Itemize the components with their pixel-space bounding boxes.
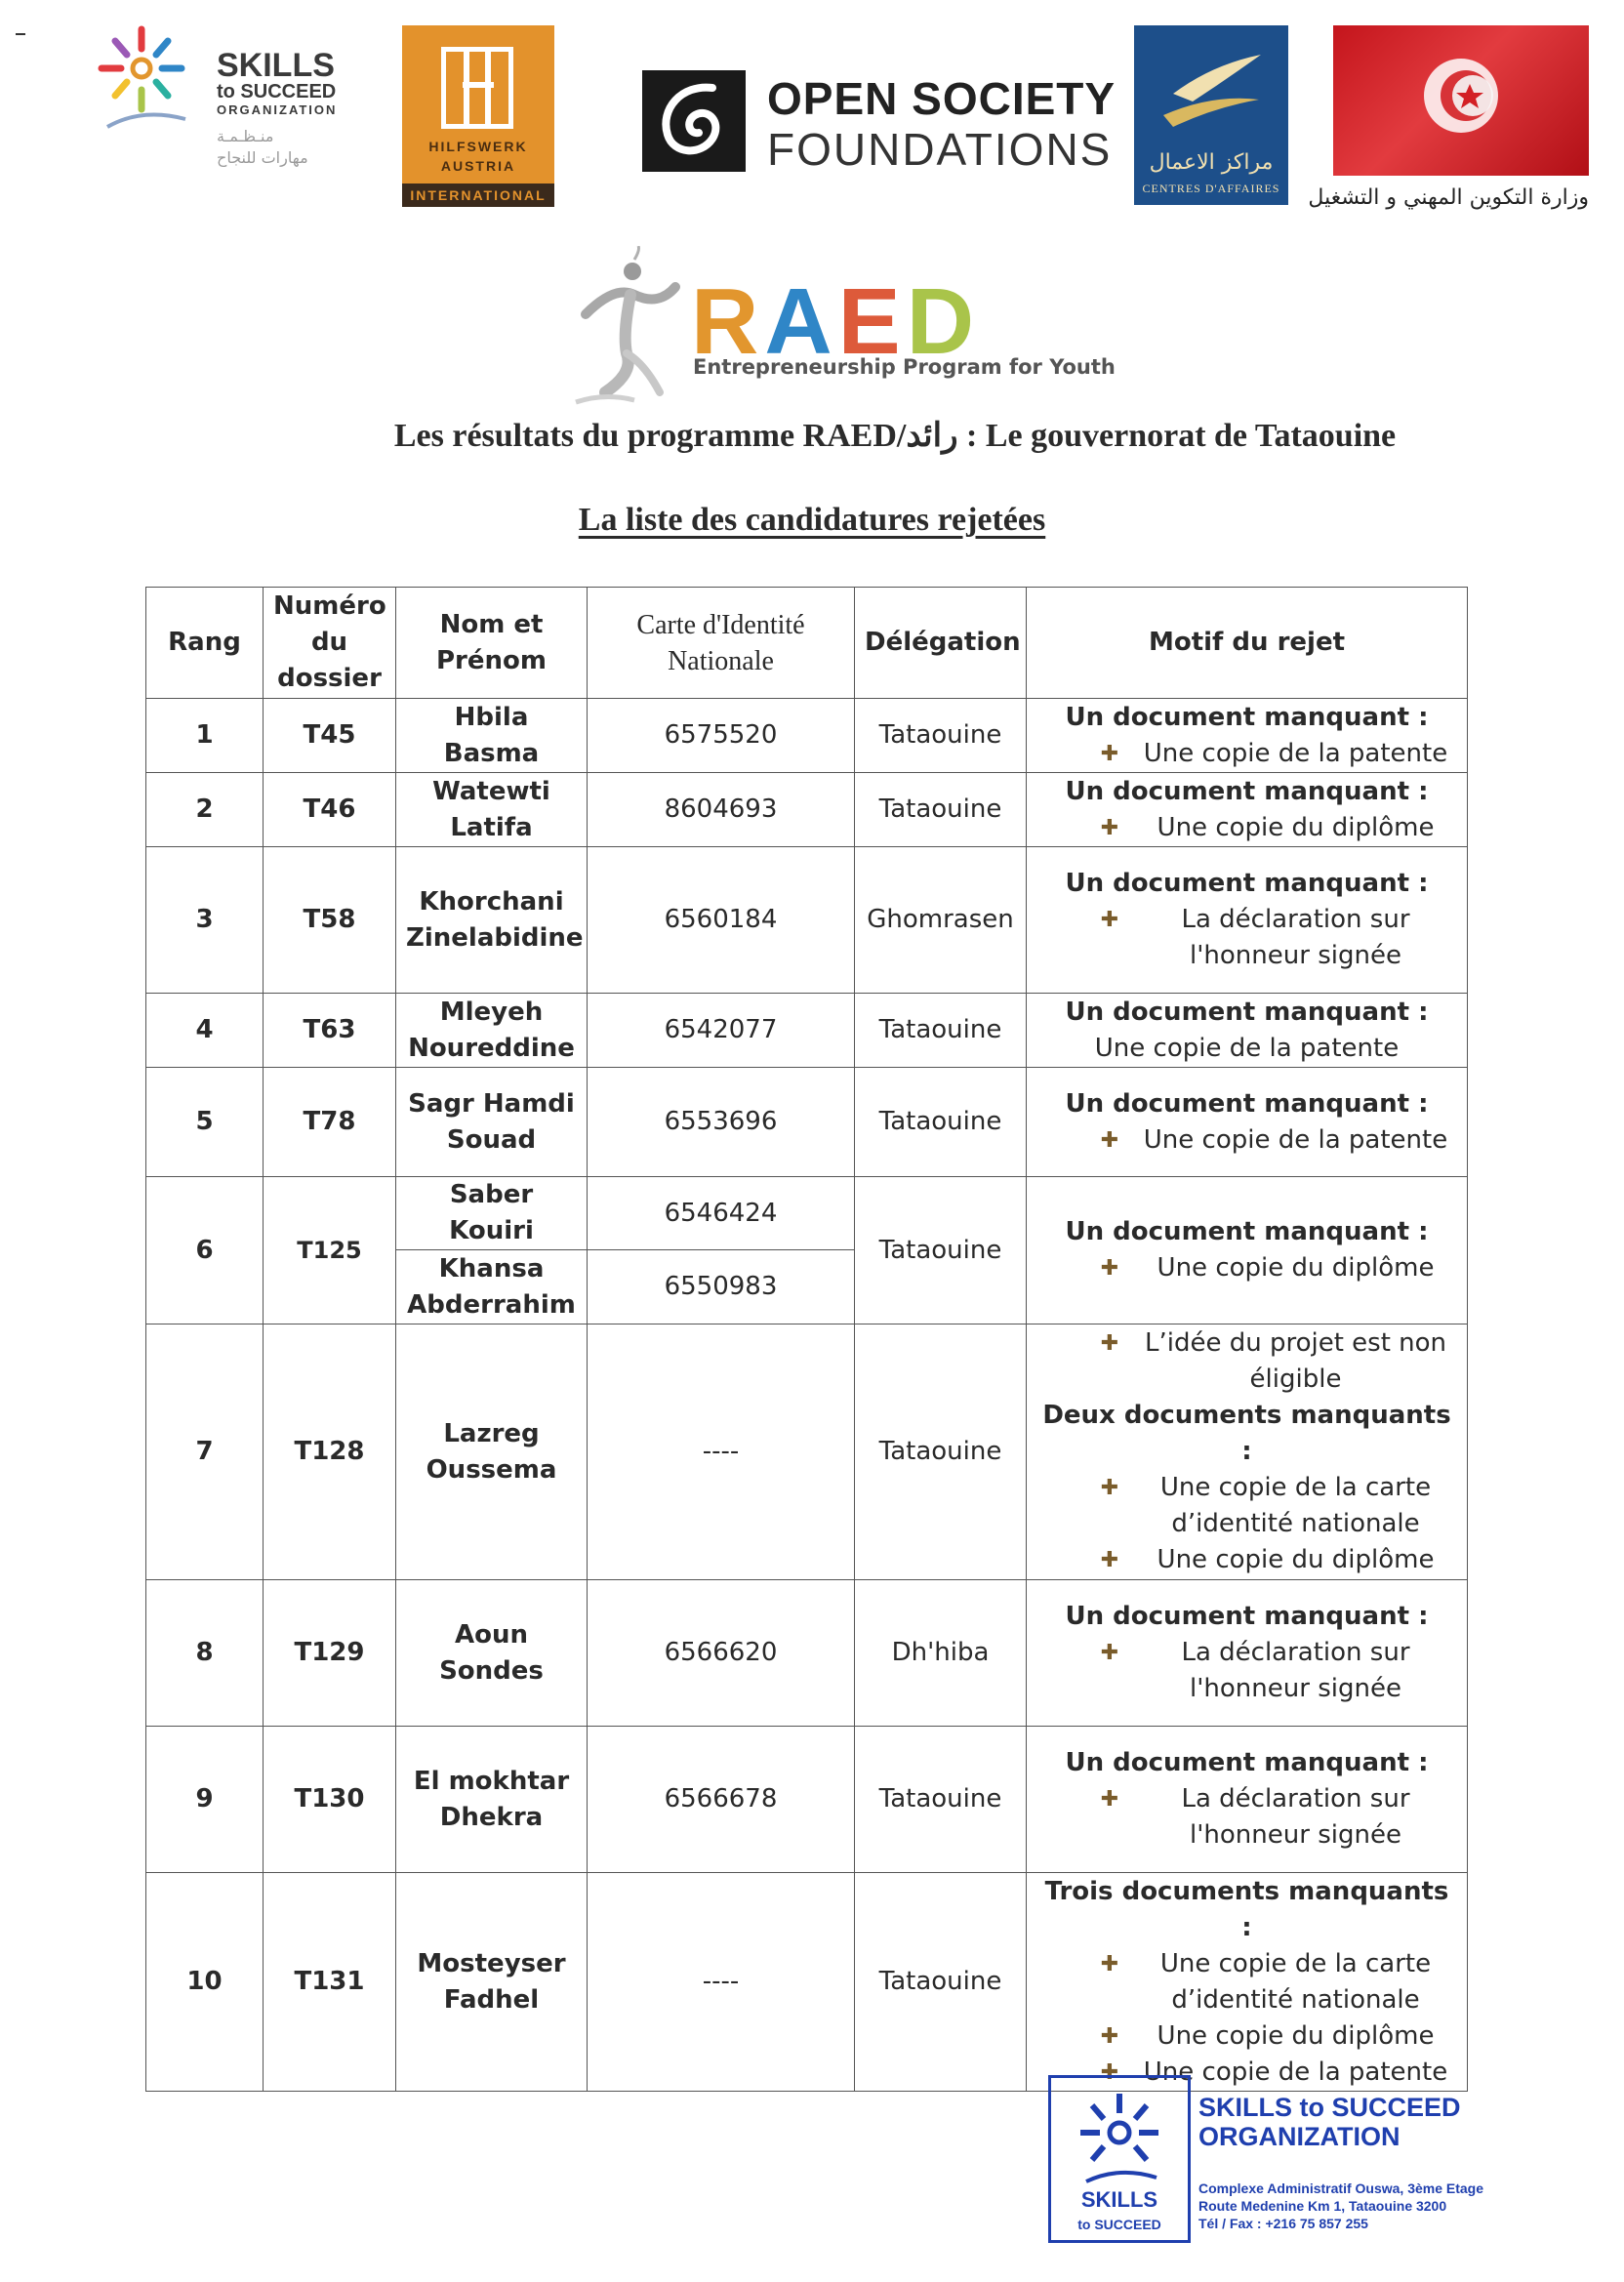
cell-motif — [1027, 1177, 1468, 1324]
cell-delegation: Tataouine — [855, 773, 1027, 847]
motif-item: ✚ Une copie de la patente — [1085, 1122, 1457, 1159]
cell-delegation: Tataouine — [855, 994, 1027, 1068]
motif-heading: Un document manquant : — [1065, 1217, 1429, 1246]
table-row — [146, 1068, 1468, 1177]
swoosh-icon — [1134, 25, 1288, 143]
osf-line1: OPEN SOCIETY — [767, 73, 1116, 124]
cell-nom: El mokhtar Dhekra — [396, 1727, 588, 1873]
pushpin-bullet-icon: ✚ — [1100, 2023, 1119, 2049]
running-figure-icon — [566, 246, 693, 412]
sun-burst-icon — [88, 21, 195, 129]
cell-motif — [1027, 699, 1468, 773]
skills-logo-line1: SKILLS — [217, 47, 335, 84]
table-row — [146, 1177, 1468, 1250]
cell-nom: Mosteyser Fadhel — [396, 1873, 588, 2092]
header-nom: Nom et Prénom — [396, 588, 588, 699]
cell-dossier: T125 — [264, 1177, 396, 1324]
header-delegation: Délégation — [855, 588, 1027, 699]
cell-dossier: T128 — [264, 1324, 396, 1580]
skills-logo-arabic2: مهارات للنجاح — [217, 148, 308, 167]
pushpin-bullet-icon: ✚ — [1100, 1256, 1119, 1281]
header-dossier: Numéro du dossier — [264, 588, 396, 699]
cell-motif — [1027, 1873, 1468, 2092]
cell-delegation: Tataouine — [855, 1873, 1027, 2092]
hilfswerk-line1: HILFSWERK — [428, 139, 528, 154]
table-row — [146, 773, 1468, 847]
margin-mark — [16, 33, 25, 35]
header-motif: Motif du rejet — [1027, 588, 1468, 699]
ministry-arabic-name: وزارة التكوين المهني و التشغيل — [1308, 185, 1589, 210]
pushpin-bullet-icon: ✚ — [1100, 1331, 1119, 1356]
stamp-address2: Route Medenine Km 1, Tataouine 3200 — [1198, 2198, 1447, 2214]
cell-cin: ---- — [588, 1324, 855, 1580]
stamp-logo-box — [1048, 2075, 1191, 2243]
cell-cin: 6566678 — [588, 1727, 855, 1873]
stamp-box-line1: SKILLS — [1080, 2187, 1158, 2212]
table-row — [146, 1873, 1468, 2092]
cell-cin: 8604693 — [588, 773, 855, 847]
cell-motif — [1027, 1324, 1468, 1580]
raed-letter-r: R — [691, 269, 765, 374]
cell-delegation: Tataouine — [855, 1177, 1027, 1324]
cell-rang: 1 — [146, 699, 264, 773]
cell-delegation: Tataouine — [855, 699, 1027, 773]
skills-logo-line2: to SUCCEED — [217, 81, 337, 102]
cell-rang: 5 — [146, 1068, 264, 1177]
raed-tagline: Entrepreneurship Program for Youth — [693, 355, 1116, 379]
pushpin-bullet-icon: ✚ — [1100, 741, 1119, 766]
table-row — [146, 699, 1468, 773]
ministry-logo — [1308, 25, 1589, 217]
cell-dossier: T78 — [264, 1068, 396, 1177]
cell-cin: 6553696 — [588, 1068, 855, 1177]
stamp-box-line2: to SUCCEED — [1077, 2217, 1161, 2232]
open-society-foundations-logo — [642, 68, 1116, 176]
cell-nom: Lazreg Oussema — [396, 1324, 588, 1580]
motif-heading: Un document manquant : — [1065, 776, 1429, 806]
cell-rang: 7 — [146, 1324, 264, 1580]
raed-logo — [566, 246, 1116, 412]
skills-logo-arabic1: منـظـمـة — [217, 127, 274, 145]
cell-nom: Hbila Basma — [396, 699, 588, 773]
motif-item: ✚ Une copie du diplôme — [1085, 1542, 1457, 1578]
cell-nom: Khorchani Zinelabidine — [396, 847, 588, 994]
cell-motif — [1027, 1580, 1468, 1727]
cell-rang: 3 — [146, 847, 264, 994]
motif-item: ✚ Une copie du diplôme — [1085, 1250, 1457, 1286]
cell-cin: 6575520 — [588, 699, 855, 773]
motif-item: ✚ Une copie de la patente — [1085, 2055, 1457, 2091]
cell-cin-a: 6546424 — [588, 1177, 855, 1250]
pushpin-bullet-icon: ✚ — [1100, 1127, 1119, 1153]
stamp-address1: Complexe Administratif Ouswa, 3ème Etage — [1198, 2180, 1484, 2196]
cell-cin: ---- — [588, 1873, 855, 2092]
cell-delegation: Tataouine — [855, 1068, 1027, 1177]
document-subtitle — [0, 502, 1624, 539]
centres-french: CENTRES D'AFFAIRES — [1142, 182, 1280, 195]
cell-rang: 9 — [146, 1727, 264, 1873]
organization-stamp — [1048, 2075, 1487, 2247]
cell-motif — [1027, 1727, 1468, 1873]
cell-delegation: Tataouine — [855, 1324, 1027, 1580]
cell-dossier: T63 — [264, 994, 396, 1068]
table-row — [146, 1580, 1468, 1727]
table-row — [146, 1324, 1468, 1580]
stamp-sun-icon — [1051, 2082, 1188, 2189]
cell-dossier: T58 — [264, 847, 396, 994]
table-row — [146, 994, 1468, 1068]
cell-dossier: T45 — [264, 699, 396, 773]
hilfswerk-band: INTERNATIONAL — [402, 183, 554, 207]
cell-rang: 4 — [146, 994, 264, 1068]
hilfswerk-line2: AUSTRIA — [440, 158, 516, 174]
motif-item: ✚ Une copie de la carte d’identité nationale — [1085, 1470, 1457, 1542]
cell-motif — [1027, 847, 1468, 994]
stamp-line1: SKILLS to SUCCEED — [1198, 2093, 1461, 2122]
stamp-line2: ORGANIZATION — [1198, 2122, 1401, 2151]
motif-heading: Un document manquant : — [1065, 702, 1429, 732]
osf-line2: FOUNDATIONS — [767, 124, 1113, 175]
motif-item: ✚ La déclaration sur l'honneur signée — [1085, 902, 1457, 974]
cell-nom-b: Khansa Abderrahim — [396, 1250, 588, 1324]
skills-to-succeed-logo — [88, 21, 351, 187]
motif-plain-text: Une copie de la patente — [1094, 1033, 1400, 1063]
cell-delegation: Dh'hiba — [855, 1580, 1027, 1727]
centres-affaires-logo — [1134, 25, 1288, 205]
header-rang: Rang — [146, 588, 264, 699]
motif-item: ✚ Une copie du diplôme — [1085, 810, 1457, 846]
raed-letter-d: D — [906, 269, 981, 374]
stamp-phone: Tél / Fax : +216 75 857 255 — [1198, 2216, 1368, 2231]
raed-letter-e: E — [837, 269, 907, 374]
pushpin-bullet-icon: ✚ — [1100, 1951, 1119, 1976]
pushpin-bullet-icon: ✚ — [1100, 1548, 1119, 1572]
skills-logo-line3: ORGANIZATION — [217, 102, 338, 117]
cell-nom: Aoun Sondes — [396, 1580, 588, 1727]
centres-arabic: مراكز الاعمال — [1149, 150, 1274, 175]
tunisia-flag-icon — [1333, 25, 1589, 176]
cell-dossier: T130 — [264, 1727, 396, 1873]
rejected-applications-table — [145, 587, 1468, 2092]
cell-cin-b: 6550983 — [588, 1250, 855, 1324]
motif-heading: Un document manquant : — [1065, 869, 1429, 898]
motif-item: ✚ Une copie du diplôme — [1085, 2018, 1457, 2055]
cell-motif — [1027, 773, 1468, 847]
motif-heading: Trois documents manquants : — [1044, 1876, 1449, 1942]
pushpin-bullet-icon: ✚ — [1100, 815, 1119, 840]
header-cin: Carte d'Identité Nationale — [588, 588, 855, 699]
cell-motif — [1027, 994, 1468, 1068]
pushpin-bullet-icon: ✚ — [1100, 1641, 1119, 1665]
hilfswerk-austria-logo — [402, 25, 554, 207]
cell-nom: Watewti Latifa — [396, 773, 588, 847]
pushpin-bullet-icon: ✚ — [1100, 908, 1119, 932]
osf-mark-icon — [642, 70, 746, 172]
raed-letter-a: A — [764, 269, 838, 374]
motif-heading: Un document manquant : — [1065, 1748, 1429, 1777]
pushpin-bullet-icon: ✚ — [1100, 1787, 1119, 1812]
cell-rang: 6 — [146, 1177, 264, 1324]
document-subtitle-text: La liste des candidatures rejetées — [578, 502, 1046, 538]
motif-heading: Un document manquant : — [1065, 1088, 1429, 1119]
h-letter-icon — [441, 47, 513, 129]
cell-rang: 8 — [146, 1580, 264, 1727]
cell-nom: Sagr Hamdi Souad — [396, 1068, 588, 1177]
pushpin-bullet-icon: ✚ — [1100, 2059, 1119, 2085]
cell-delegation: Ghomrasen — [855, 847, 1027, 994]
cell-cin: 6566620 — [588, 1580, 855, 1727]
cell-cin: 6542077 — [588, 994, 855, 1068]
table-row — [146, 847, 1468, 994]
motif-item: ✚ La déclaration sur l'honneur signée — [1085, 1635, 1457, 1707]
table-row — [146, 1727, 1468, 1873]
table-header-row — [146, 588, 1468, 699]
cell-nom: Mleyeh Noureddine — [396, 994, 588, 1068]
motif-heading: Un document manquant : — [1065, 997, 1429, 1027]
motif-heading: Un document manquant : — [1065, 1602, 1429, 1631]
cell-motif — [1027, 1068, 1468, 1177]
motif-item: ✚ Une copie de la carte d’identité nationale — [1085, 1946, 1457, 2018]
cell-delegation: Tataouine — [855, 1727, 1027, 1873]
cell-rang: 2 — [146, 773, 264, 847]
motif-item: ✚ La déclaration sur l'honneur signée — [1085, 1781, 1457, 1854]
cell-dossier: T46 — [264, 773, 396, 847]
document-title: Les résultats du programme RAED/رائد : Le gouvernorat de Tataouine — [393, 418, 1397, 454]
cell-nom-a: Saber Kouiri — [396, 1177, 588, 1250]
cell-cin: 6560184 — [588, 847, 855, 994]
motif-item: ✚ L’idée du projet est non éligible — [1085, 1325, 1457, 1398]
cell-dossier: T129 — [264, 1580, 396, 1727]
cell-rang: 10 — [146, 1873, 264, 2092]
motif-heading: Deux documents manquants : — [1042, 1401, 1451, 1466]
cell-dossier: T131 — [264, 1873, 396, 2092]
pushpin-bullet-icon: ✚ — [1100, 1476, 1119, 1500]
motif-item: ✚ Une copie de la patente — [1085, 736, 1457, 772]
